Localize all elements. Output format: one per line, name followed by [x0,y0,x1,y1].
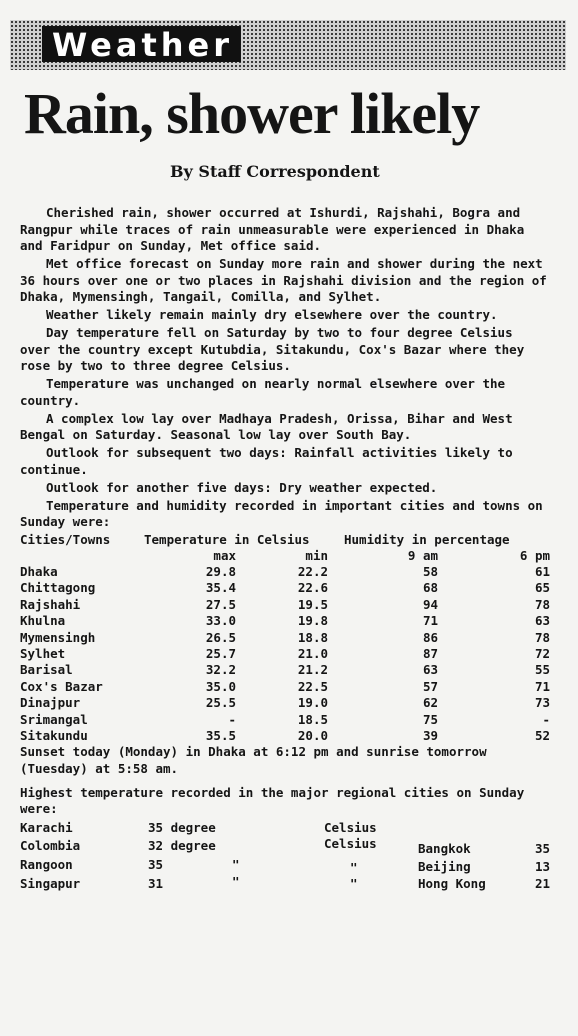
regional-value: 13 [534,858,550,874]
ditto-mark: " [350,875,358,891]
city-name: Cox's Bazar [20,678,103,694]
regional-city: Singapur [20,875,81,891]
min-temp: 18.8 [297,629,328,645]
paragraph: Temperature and humidity recorded in important cities and towns on Sunday were: [20,497,543,529]
regional-intro: Highest temperature recorded in the major regional cities on Sunday were: [20,784,525,817]
table-row [20,613,550,629]
max-temp: - [228,711,236,727]
city-name: Sitakundu [20,727,88,743]
max-temp: 33.0 [205,613,236,629]
humidity-9am: 75 [422,711,438,727]
max-temp: 25.7 [205,645,236,661]
humidity-6pm: 55 [534,662,550,678]
regional-unit: Celsius [324,835,377,851]
table-header-row [20,532,550,548]
regional-value: 21 [534,875,550,891]
regional-city: Rangoon [20,856,73,872]
paragraph: Weather likely remain mainly dry elsewhere over the country. [46,307,498,322]
section-banner [10,20,566,70]
weather-table [20,532,550,744]
max-temp: 35.5 [205,727,236,743]
paragraph: Met office forecast on Sunday more rain and shower during the next 36 hours over one or two places in Rajshahi division and the region of Dhaka, Mymensingh, Tangail, Comilla, and Sylhet. [20,256,547,304]
city-name: Barisal [20,662,73,678]
table-body [20,564,550,744]
table-row [20,728,550,744]
table-row [20,695,550,711]
regional-value: 35 degree [148,819,216,835]
article-body [20,205,550,900]
humidity-9am: 68 [422,580,438,596]
humidity-9am: 57 [422,678,438,694]
max-temp: 32.2 [205,662,236,678]
max-temp: 35.0 [205,678,236,694]
min-temp: 20.0 [297,727,328,743]
regional-city: Bangkok [418,840,471,856]
min-temp: 22.5 [297,678,328,694]
regional-city: Karachi [20,819,73,835]
table-row [20,646,550,662]
humidity-9am: 58 [422,564,438,579]
paragraph: A complex low lay over Madhaya Pradesh, Orissa, Bihar and West Bengal on Saturday. Seasonal low lay over South Bay. [20,410,513,442]
ditto-mark: " [232,873,240,889]
regional-temperatures [20,820,550,900]
min-temp: 22.6 [297,580,328,596]
table-row [20,712,550,728]
humidity-6pm: 73 [534,695,550,711]
humidity-9am: 86 [422,629,438,645]
max-temp: 27.5 [205,596,236,612]
table-row [20,564,550,580]
humidity-9am: 39 [422,727,438,743]
humidity-9am: 94 [422,596,438,612]
header-temperature: Temperature in Celsius [144,532,310,547]
table-row [20,580,550,596]
humidity-6pm: 65 [534,580,550,596]
max-temp: 35.4 [205,580,236,596]
max-temp: 29.8 [205,564,236,579]
byline: By Staff Correspondent [170,162,380,181]
paragraph: Outlook for subsequent two days: Rainfall activities likely to continue. [20,445,513,477]
city-name: Sylhet [20,645,66,661]
table-row [20,679,550,695]
sunset-sunrise-text: Sunset today (Monday) in Dhaka at 6:12 pm and sunrise tomorrow (Tuesday) at 5:58 am. [20,744,487,776]
ditto-mark: " [232,856,240,872]
table-row [20,630,550,646]
paragraph: Day temperature fell on Saturday by two to four degree Celsius over the country except Kutubdia, Sitakundu, Cox's Bazar where they rose by two to three degree Celsius. [20,325,525,373]
humidity-6pm: 52 [534,727,550,743]
headline: Rain, shower likely [24,81,480,146]
min-temp: 21.2 [297,662,328,678]
regional-city: Colombia [20,837,81,853]
section-label: Weather [42,26,241,62]
paragraph: Cherished rain, shower occurred at Ishurdi, Rajshahi, Bogra and Rangpur while traces of rain unmeasurable were experienced in Dhaka and Faridpur on Sunday, Met office said. [20,205,525,253]
humidity-6pm: 61 [534,564,550,579]
ditto-mark: " [350,859,358,875]
min-temp: 18.5 [297,711,328,727]
min-temp: 19.5 [297,596,328,612]
city-name: Srimangal [20,711,88,727]
header-max: max [213,548,236,563]
header-min: min [305,548,328,563]
humidity-9am: 62 [422,695,438,711]
humidity-6pm: - [542,711,550,727]
humidity-6pm: 78 [534,596,550,612]
humidity-9am: 87 [422,645,438,661]
min-temp: 21.0 [297,645,328,661]
header-9am: 9 am [407,548,438,563]
city-name: Dinajpur [20,695,81,711]
regional-city: Hong Kong [418,875,486,891]
paragraph: Outlook for another five days: Dry weather expected. [46,479,438,495]
humidity-9am: 71 [422,613,438,629]
regional-city: Beijing [418,858,471,874]
humidity-6pm: 72 [534,645,550,661]
max-temp: 26.5 [205,629,236,645]
city-name: Chittagong [20,580,96,596]
regional-value: 35 [148,856,164,872]
regional-value: 35 [534,840,550,856]
min-temp: 19.8 [297,613,328,629]
city-name: Mymensingh [20,629,96,645]
table-row [20,597,550,613]
humidity-6pm: 71 [534,678,550,694]
city-name: Rajshahi [20,596,81,612]
header-6pm: 6 pm [519,548,550,563]
paragraph: Temperature was unchanged on nearly normal elsewhere over the country. [20,376,506,408]
city-name: Dhaka [20,564,58,579]
regional-value: 31 [148,875,164,891]
humidity-6pm: 78 [534,629,550,645]
header-cities: Cities/Towns [20,532,111,547]
table-subheader-row [20,548,550,564]
header-humidity: Humidity in percentage [344,532,510,547]
table-row [20,662,550,678]
humidity-6pm: 63 [534,613,550,629]
min-temp: 19.0 [297,695,328,711]
min-temp: 22.2 [297,564,328,579]
max-temp: 25.5 [205,695,236,711]
regional-value: 32 degree [148,837,216,853]
regional-unit: Celsius [324,819,377,835]
humidity-9am: 63 [422,662,438,678]
city-name: Khulna [20,613,66,629]
